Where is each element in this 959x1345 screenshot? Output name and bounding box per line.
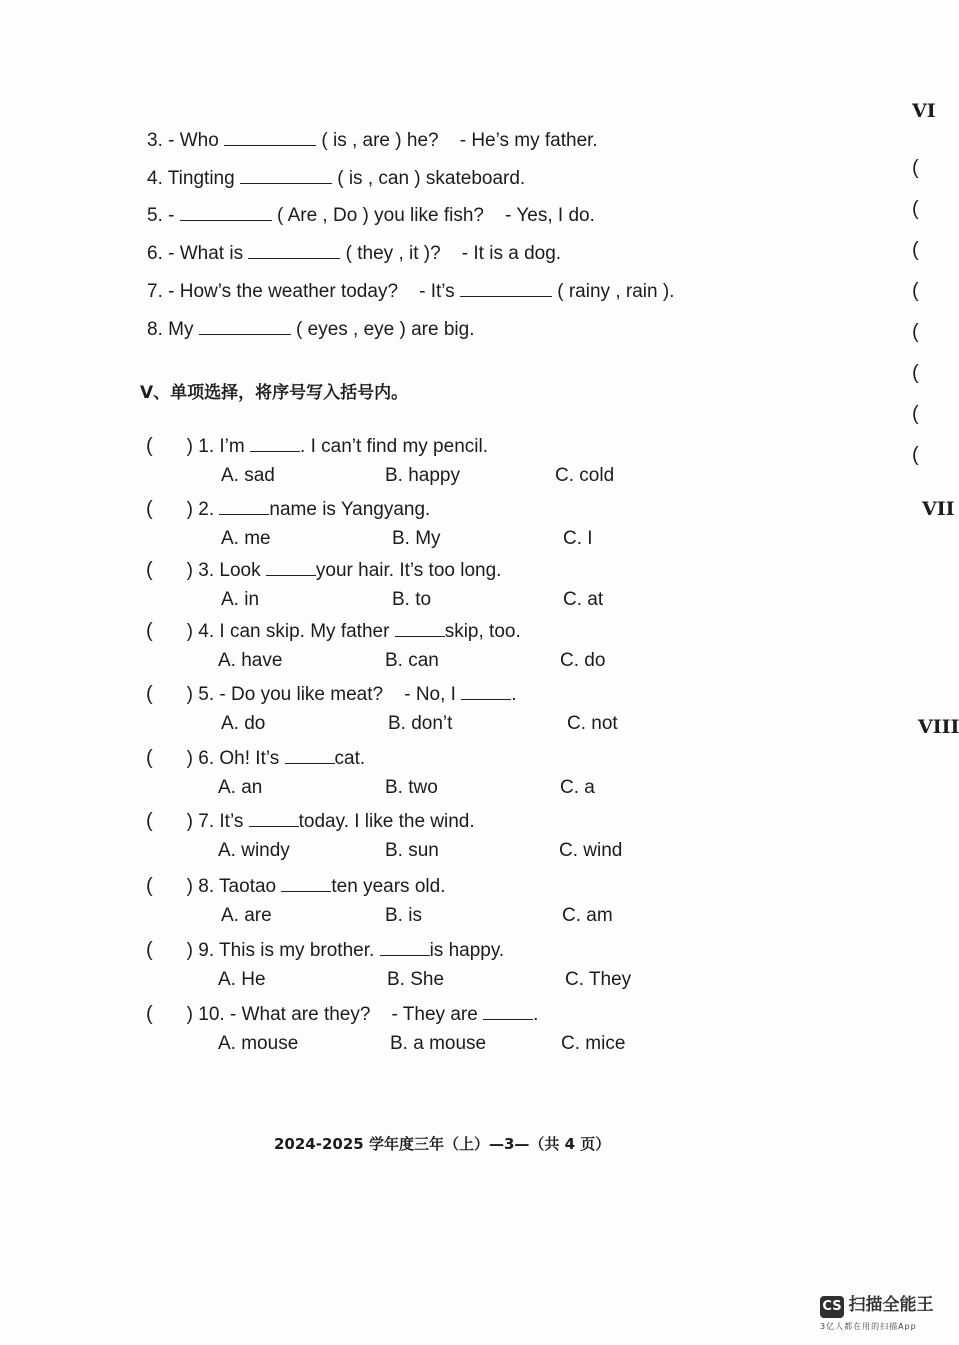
question-row [146,497,430,521]
option-a: A. He [218,969,266,990]
roman-numeral: VI [912,100,936,122]
item-text: 3. - Who [147,130,219,151]
answer-blank[interactable] [180,203,272,221]
answer-paren[interactable]: ( [146,559,153,581]
answer-paren[interactable]: ( [146,810,153,832]
item-text: 7. - How’s the weather today? [147,281,399,302]
answer-paren[interactable]: ( [146,498,153,520]
item-text: 8. My [147,319,194,340]
page-footer: 2024-2025 学年度三年（上）—3—（共 4 页） [274,1135,611,1153]
option-c: C. not [567,713,618,734]
option-b: B. two [385,777,438,798]
answer-blank[interactable] [224,128,316,146]
question-number-text: ) 10. - What are they? [186,1004,371,1025]
option-a: A. sad [221,465,275,486]
option-c: C. do [560,650,606,671]
question-row [146,434,488,458]
question-row [146,619,521,643]
question-number-text: ) 1. I’m [186,436,245,457]
option-b: B. don’t [388,713,453,734]
section-heading: V、单项选择，将序号写入括号内。 [140,383,409,403]
question-row [146,558,501,582]
question-number-text: ) 5. - Do you like meat? [186,684,384,705]
option-b: B. My [392,528,441,549]
question-number-text: ) 8. Taotao [186,876,277,897]
question-row [146,682,517,706]
answer-blank[interactable] [248,241,340,259]
margin-paren: ( [912,157,919,179]
question-rest-text: . I can’t find my pencil. [300,436,488,457]
roman-numeral: VII [922,498,955,520]
margin-paren: ( [912,321,919,343]
option-c: C. cold [555,465,615,486]
option-b: B. happy [385,465,460,486]
answer-blank[interactable] [380,938,430,956]
question-rest-text: is happy. [429,940,505,961]
option-a: A. do [221,713,266,734]
scanner-title: 扫描全能王 [848,1295,934,1315]
question-mid-text: - No, I [404,684,456,705]
question-rest-text: . [533,1004,539,1025]
question-row [146,938,504,962]
answer-blank[interactable] [240,166,332,184]
question-mid-text: - They are [391,1004,478,1025]
answer-paren[interactable]: ( [146,435,153,457]
question-number-text: ) 6. Oh! It’s [186,748,280,769]
fill-item-7 [147,279,674,303]
margin-paren: ( [912,444,919,466]
answer-blank[interactable] [250,434,300,452]
answer-blank[interactable] [219,497,269,515]
fill-item-4 [147,166,525,190]
question-number-text: ) 7. It’s [186,811,244,832]
option-c: C. at [563,589,604,610]
item-options: ( eyes , eye ) are big. [296,319,475,340]
question-row [146,1002,538,1026]
question-rest-text: skip, too. [444,621,521,642]
option-c: C. am [562,905,613,926]
margin-paren: ( [912,198,919,220]
item-response: - He’s my father. [459,130,598,151]
answer-paren[interactable]: ( [146,939,153,961]
answer-blank[interactable] [461,682,511,700]
option-a: A. mouse [218,1033,299,1054]
item-options: ( Are , Do ) you like fish? [277,205,484,226]
option-b: B. is [385,905,422,926]
option-a: A. an [218,777,263,798]
question-number-text: ) 4. I can skip. My father [186,621,390,642]
option-a: A. windy [218,840,290,861]
fill-item-8 [147,317,474,341]
answer-blank[interactable] [281,874,331,892]
answer-blank[interactable] [199,317,291,335]
option-a: A. are [221,905,272,926]
item-response: - It is a dog. [461,243,562,264]
fill-item-6 [147,241,561,265]
option-a: A. me [221,528,271,549]
margin-paren: ( [912,280,919,302]
option-c: C. I [563,528,593,549]
question-number-text: ) 9. This is my brother. [186,940,375,961]
item-text: 5. - [147,205,175,226]
answer-paren[interactable]: ( [146,620,153,642]
option-c: C. wind [559,840,623,861]
option-a: A. have [218,650,283,671]
question-rest-text: your hair. It’s too long. [315,560,502,581]
option-b: B. She [387,969,445,990]
question-row [146,874,445,898]
option-b: B. a mouse [390,1033,487,1054]
option-c: C. a [560,777,595,798]
answer-blank[interactable] [249,809,299,827]
option-b: B. sun [385,840,439,861]
answer-paren[interactable]: ( [146,747,153,769]
roman-numeral: VIII [918,716,959,738]
answer-blank[interactable] [395,619,445,637]
answer-blank[interactable] [285,746,335,764]
item-text: 6. - What is [147,243,244,264]
question-rest-text: today. I like the wind. [298,811,475,832]
option-b: B. can [385,650,439,671]
option-b: B. to [392,589,432,610]
question-rest-text: name is Yangyang. [269,499,431,520]
answer-blank[interactable] [460,279,552,297]
item-response: - It’s [419,281,455,302]
option-c: C. mice [561,1033,626,1054]
answer-blank[interactable] [483,1002,533,1020]
margin-paren: ( [912,362,919,384]
question-rest-text: ten years old. [331,876,446,897]
item-text: 4. Tingting [147,168,235,189]
item-options: ( is , are ) he? [321,130,439,151]
answer-paren[interactable]: ( [146,875,153,897]
question-rest-text: cat. [334,748,366,769]
item-options: ( rainy , rain ). [557,281,675,302]
scanner-subtitle: 3亿人都在用的扫描App [820,1322,917,1331]
question-number-text: ) 2. [186,499,215,520]
scanner-watermark [820,1290,933,1332]
question-number-text: ) 3. Look [186,560,261,581]
scanner-logo-icon: CS [820,1296,844,1318]
item-options: ( is , can ) skateboard. [337,168,526,189]
answer-paren[interactable]: ( [146,683,153,705]
question-row [146,746,365,770]
margin-paren: ( [912,403,919,425]
option-a: A. in [221,589,260,610]
option-c: C. They [565,969,632,990]
item-response: - Yes, I do. [505,205,595,226]
answer-paren[interactable]: ( [146,1003,153,1025]
question-row [146,809,475,833]
fill-item-5 [147,203,595,227]
item-options: ( they , it )? [345,243,441,264]
question-rest-text: . [511,684,517,705]
margin-paren: ( [912,239,919,261]
fill-item-3 [147,128,598,152]
answer-blank[interactable] [266,558,316,576]
